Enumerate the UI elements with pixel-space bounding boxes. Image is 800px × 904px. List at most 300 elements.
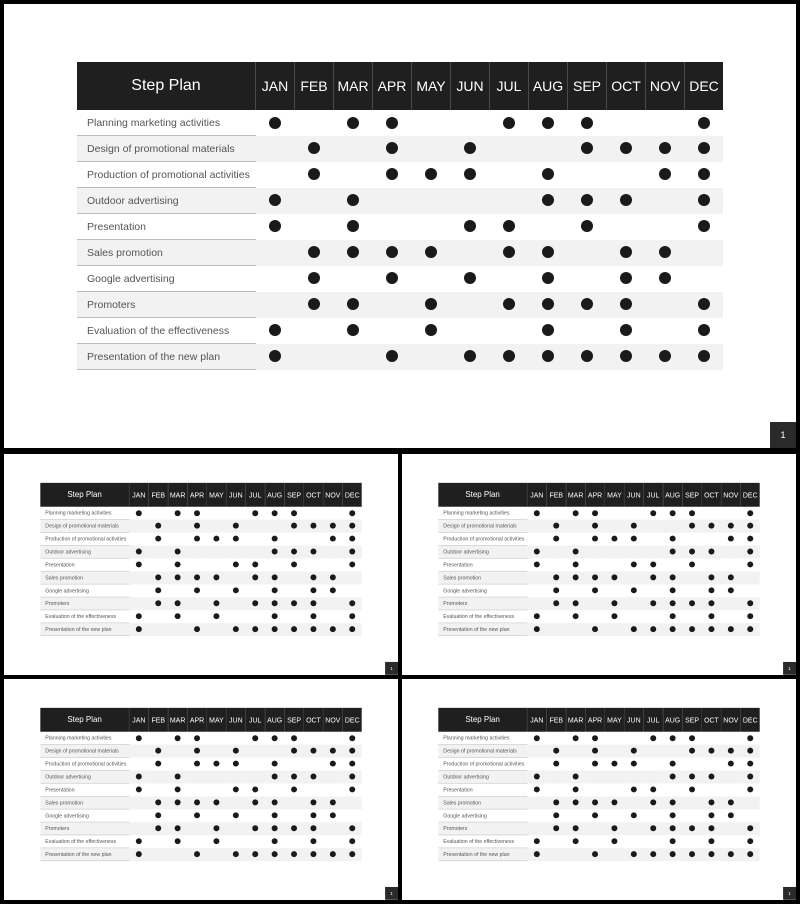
- scheduled-dot: [310, 626, 316, 632]
- month-header-jan: JAN: [129, 708, 148, 732]
- activity-label: Google advertising: [40, 584, 129, 597]
- month-header-jan: JAN: [527, 483, 546, 507]
- schedule-cell: [256, 162, 295, 188]
- schedule-cell: [702, 796, 721, 809]
- schedule-cell: [605, 507, 624, 520]
- scheduled-dot: [464, 350, 476, 362]
- schedule-cell: [323, 610, 342, 623]
- schedule-cell: [568, 188, 607, 214]
- scheduled-dot: [213, 838, 219, 844]
- scheduled-dot: [620, 324, 632, 336]
- scheduled-dot: [534, 626, 540, 632]
- schedule-cell: [721, 732, 740, 745]
- schedule-cell: [323, 558, 342, 571]
- schedule-cell: [566, 519, 585, 532]
- schedule-cell: [451, 110, 490, 136]
- schedule-cell: [323, 584, 342, 597]
- schedule-cell: [663, 507, 682, 520]
- table-row: [40, 783, 361, 796]
- schedule-cell: [168, 770, 187, 783]
- schedule-cell: [149, 532, 168, 545]
- scheduled-dot: [708, 825, 714, 831]
- schedule-cell: [685, 292, 724, 318]
- schedule-cell: [226, 757, 245, 770]
- schedule-cell: [721, 835, 740, 848]
- schedule-cell: [149, 757, 168, 770]
- slide-thumbnail-1[interactable]: [4, 454, 398, 675]
- schedule-cell: [607, 188, 646, 214]
- schedule-cell: [702, 848, 721, 861]
- schedule-cell: [646, 136, 685, 162]
- schedule-cell: [527, 584, 546, 597]
- schedule-cell: [644, 835, 663, 848]
- schedule-cell: [295, 292, 334, 318]
- schedule-cell: [373, 318, 412, 344]
- activity-label: Google advertising: [77, 266, 256, 292]
- scheduled-dot: [689, 600, 695, 606]
- schedule-cell: [246, 532, 265, 545]
- schedule-cell: [646, 162, 685, 188]
- schedule-cell: [605, 732, 624, 745]
- scheduled-dot: [631, 812, 637, 818]
- month-header-nov: NOV: [323, 483, 342, 507]
- schedule-cell: [187, 571, 206, 584]
- scheduled-dot: [272, 613, 278, 619]
- schedule-cell: [168, 597, 187, 610]
- table-row: [77, 188, 723, 214]
- schedule-cell: [566, 623, 585, 636]
- schedule-cell: [451, 240, 490, 266]
- scheduled-dot: [659, 350, 671, 362]
- schedule-cell: [304, 545, 323, 558]
- schedule-cell: [682, 770, 701, 783]
- schedule-cell: [295, 344, 334, 370]
- month-header-sep: SEP: [682, 708, 701, 732]
- activity-label: Promoters: [40, 822, 129, 835]
- scheduled-dot: [349, 600, 355, 606]
- activity-label: Outdoor advertising: [40, 770, 129, 783]
- month-header-may: MAY: [207, 708, 226, 732]
- month-header-apr: APR: [187, 708, 206, 732]
- schedule-cell: [566, 732, 585, 745]
- schedule-cell: [566, 835, 585, 848]
- schedule-cell: [226, 558, 245, 571]
- schedule-cell: [323, 770, 342, 783]
- schedule-cell: [168, 545, 187, 558]
- schedule-cell: [721, 584, 740, 597]
- scheduled-dot: [708, 774, 714, 780]
- schedule-cell: [265, 783, 284, 796]
- scheduled-dot: [503, 117, 515, 129]
- scheduled-dot: [155, 748, 161, 754]
- scheduled-dot: [308, 298, 320, 310]
- table-row: [77, 344, 723, 370]
- schedule-cell: [702, 610, 721, 623]
- table-row: [40, 848, 361, 861]
- schedule-cell: [334, 344, 373, 370]
- scheduled-dot: [310, 575, 316, 581]
- schedule-cell: [682, 744, 701, 757]
- scheduled-dot: [670, 587, 676, 593]
- scheduled-dot: [728, 800, 734, 806]
- table-row: [77, 136, 723, 162]
- slide-thumbnail-4[interactable]: [402, 679, 796, 900]
- scheduled-dot: [650, 575, 656, 581]
- schedule-cell: [624, 770, 643, 783]
- schedule-cell: [585, 558, 604, 571]
- scheduled-dot: [631, 761, 637, 767]
- scheduled-dot: [542, 350, 554, 362]
- schedule-cell: [721, 532, 740, 545]
- scheduled-dot: [155, 587, 161, 593]
- scheduled-dot: [136, 510, 142, 516]
- schedule-cell: [682, 597, 701, 610]
- scheduled-dot: [581, 194, 593, 206]
- schedule-cell: [187, 809, 206, 822]
- schedule-cell: [168, 610, 187, 623]
- schedule-cell: [585, 623, 604, 636]
- scheduled-dot: [503, 350, 515, 362]
- schedule-cell: [129, 796, 148, 809]
- scheduled-dot: [592, 523, 598, 529]
- schedule-cell: [527, 558, 546, 571]
- schedule-cell: [129, 835, 148, 848]
- schedule-cell: [207, 519, 226, 532]
- schedule-cell: [265, 770, 284, 783]
- schedule-cell: [527, 796, 546, 809]
- slide-thumbnail-2[interactable]: [402, 454, 796, 675]
- schedule-cell: [373, 188, 412, 214]
- activity-label: Evaluation of the effectiveness: [77, 318, 256, 344]
- schedule-cell: [547, 507, 566, 520]
- activity-label: Production of promotional activities: [40, 532, 129, 545]
- scheduled-dot: [349, 787, 355, 793]
- table-row: [438, 732, 759, 745]
- table-row: [40, 744, 361, 757]
- schedule-cell: [527, 848, 546, 861]
- scheduled-dot: [308, 246, 320, 258]
- scheduled-dot: [747, 787, 753, 793]
- step-plan-table: [40, 483, 361, 636]
- schedule-cell: [265, 848, 284, 861]
- activity-label: Presentation: [40, 783, 129, 796]
- schedule-cell: [149, 571, 168, 584]
- scheduled-dot: [728, 761, 734, 767]
- schedule-cell: [568, 240, 607, 266]
- scheduled-dot: [708, 587, 714, 593]
- scheduled-dot: [175, 510, 181, 516]
- schedule-cell: [624, 822, 643, 835]
- schedule-cell: [149, 610, 168, 623]
- month-header-oct: OCT: [607, 62, 646, 110]
- schedule-cell: [663, 623, 682, 636]
- scheduled-dot: [425, 246, 437, 258]
- scheduled-dot: [291, 748, 297, 754]
- schedule-cell: [187, 848, 206, 861]
- scheduled-dot: [631, 562, 637, 568]
- scheduled-dot: [670, 575, 676, 581]
- schedule-cell: [284, 571, 303, 584]
- activity-label: Google advertising: [40, 809, 129, 822]
- scheduled-dot: [689, 510, 695, 516]
- schedule-cell: [168, 835, 187, 848]
- schedule-cell: [187, 770, 206, 783]
- scheduled-dot: [269, 117, 281, 129]
- schedule-cell: [646, 214, 685, 240]
- schedule-cell: [265, 584, 284, 597]
- scheduled-dot: [708, 575, 714, 581]
- scheduled-dot: [670, 510, 676, 516]
- schedule-cell: [663, 809, 682, 822]
- schedule-cell: [741, 757, 760, 770]
- scheduled-dot: [553, 600, 559, 606]
- activity-label: Google advertising: [438, 584, 527, 597]
- scheduled-dot: [194, 735, 200, 741]
- table-row: [40, 584, 361, 597]
- scheduled-dot: [291, 851, 297, 857]
- schedule-cell: [168, 783, 187, 796]
- scheduled-dot: [503, 298, 515, 310]
- schedule-cell: [663, 757, 682, 770]
- scheduled-dot: [347, 117, 359, 129]
- scheduled-dot: [349, 838, 355, 844]
- schedule-cell: [207, 783, 226, 796]
- schedule-cell: [663, 545, 682, 558]
- schedule-cell: [644, 796, 663, 809]
- scheduled-dot: [175, 562, 181, 568]
- schedule-cell: [547, 532, 566, 545]
- table-row: [40, 770, 361, 783]
- schedule-cell: [547, 757, 566, 770]
- schedule-cell: [702, 757, 721, 770]
- schedule-cell: [207, 732, 226, 745]
- scheduled-dot: [592, 812, 598, 818]
- schedule-cell: [343, 822, 362, 835]
- scheduled-dot: [272, 812, 278, 818]
- schedule-cell: [663, 571, 682, 584]
- schedule-cell: [741, 507, 760, 520]
- schedule-cell: [547, 770, 566, 783]
- main-slide[interactable]: [4, 4, 796, 448]
- scheduled-dot: [553, 536, 559, 542]
- schedule-cell: [547, 809, 566, 822]
- activity-label: Presentation: [77, 214, 256, 240]
- schedule-cell: [149, 835, 168, 848]
- schedule-cell: [741, 783, 760, 796]
- month-header-sep: SEP: [284, 708, 303, 732]
- schedule-cell: [644, 732, 663, 745]
- table-row: [40, 558, 361, 571]
- table-row: [77, 318, 723, 344]
- schedule-cell: [129, 584, 148, 597]
- schedule-cell: [284, 770, 303, 783]
- scheduled-dot: [689, 748, 695, 754]
- schedule-cell: [529, 292, 568, 318]
- scheduled-dot: [670, 735, 676, 741]
- thumbnail-slide: [4, 679, 398, 900]
- schedule-cell: [490, 214, 529, 240]
- table-row: [40, 532, 361, 545]
- month-header-apr: APR: [373, 62, 412, 110]
- scheduled-dot: [534, 510, 540, 516]
- scheduled-dot: [194, 575, 200, 581]
- scheduled-dot: [330, 587, 336, 593]
- schedule-cell: [682, 584, 701, 597]
- schedule-cell: [168, 732, 187, 745]
- schedule-cell: [226, 610, 245, 623]
- schedule-cell: [284, 848, 303, 861]
- schedule-cell: [246, 519, 265, 532]
- scheduled-dot: [747, 562, 753, 568]
- schedule-cell: [566, 584, 585, 597]
- schedule-cell: [490, 136, 529, 162]
- schedule-cell: [129, 848, 148, 861]
- schedule-cell: [246, 584, 265, 597]
- schedule-cell: [304, 532, 323, 545]
- month-header-nov: NOV: [323, 708, 342, 732]
- schedule-cell: [256, 188, 295, 214]
- scheduled-dot: [747, 838, 753, 844]
- schedule-cell: [585, 732, 604, 745]
- schedule-cell: [741, 770, 760, 783]
- schedule-cell: [265, 744, 284, 757]
- schedule-cell: [343, 783, 362, 796]
- schedule-cell: [585, 519, 604, 532]
- schedule-cell: [607, 240, 646, 266]
- schedule-cell: [663, 822, 682, 835]
- schedule-cell: [682, 835, 701, 848]
- activity-label: Sales promotion: [438, 796, 527, 809]
- scheduled-dot: [708, 800, 714, 806]
- scheduled-dot: [136, 735, 142, 741]
- scheduled-dot: [689, 523, 695, 529]
- scheduled-dot: [464, 168, 476, 180]
- schedule-cell: [721, 623, 740, 636]
- schedule-cell: [226, 532, 245, 545]
- schedule-cell: [547, 732, 566, 745]
- schedule-cell: [527, 610, 546, 623]
- schedule-cell: [265, 835, 284, 848]
- scheduled-dot: [620, 246, 632, 258]
- schedule-cell: [451, 344, 490, 370]
- scheduled-dot: [233, 562, 239, 568]
- scheduled-dot: [425, 324, 437, 336]
- schedule-cell: [323, 848, 342, 861]
- schedule-cell: [149, 809, 168, 822]
- scheduled-dot: [573, 510, 579, 516]
- scheduled-dot: [213, 761, 219, 767]
- schedule-cell: [129, 783, 148, 796]
- schedule-cell: [644, 623, 663, 636]
- scheduled-dot: [611, 761, 617, 767]
- schedule-cell: [607, 214, 646, 240]
- schedule-cell: [246, 545, 265, 558]
- schedule-cell: [741, 796, 760, 809]
- scheduled-dot: [155, 825, 161, 831]
- table-header-row: [40, 708, 361, 732]
- scheduled-dot: [155, 800, 161, 806]
- scheduled-dot: [689, 774, 695, 780]
- table-row: [438, 809, 759, 822]
- table-row: [77, 266, 723, 292]
- schedule-cell: [207, 835, 226, 848]
- schedule-cell: [663, 558, 682, 571]
- schedule-cell: [265, 545, 284, 558]
- schedule-cell: [265, 822, 284, 835]
- schedule-cell: [607, 162, 646, 188]
- schedule-cell: [566, 757, 585, 770]
- scheduled-dot: [194, 536, 200, 542]
- scheduled-dot: [310, 748, 316, 754]
- table-header-row: [438, 483, 759, 507]
- schedule-cell: [624, 796, 643, 809]
- schedule-cell: [343, 835, 362, 848]
- table-row: [438, 519, 759, 532]
- schedule-cell: [644, 558, 663, 571]
- schedule-cell: [451, 266, 490, 292]
- schedule-cell: [624, 744, 643, 757]
- schedule-cell: [256, 214, 295, 240]
- schedule-cell: [187, 558, 206, 571]
- schedule-cell: [566, 822, 585, 835]
- schedule-cell: [343, 597, 362, 610]
- step-plan-table: [438, 708, 759, 861]
- table-row: [77, 110, 723, 136]
- month-header-nov: NOV: [721, 708, 740, 732]
- scheduled-dot: [252, 575, 258, 581]
- schedule-cell: [256, 318, 295, 344]
- table-row: [40, 732, 361, 745]
- schedule-cell: [149, 848, 168, 861]
- schedule-cell: [265, 732, 284, 745]
- schedule-cell: [605, 770, 624, 783]
- schedule-cell: [644, 545, 663, 558]
- scheduled-dot: [581, 117, 593, 129]
- schedule-cell: [168, 744, 187, 757]
- schedule-cell: [624, 848, 643, 861]
- schedule-cell: [568, 162, 607, 188]
- schedule-cell: [566, 558, 585, 571]
- scheduled-dot: [272, 536, 278, 542]
- slide-thumbnail-3[interactable]: [4, 679, 398, 900]
- schedule-cell: [187, 584, 206, 597]
- schedule-cell: [343, 623, 362, 636]
- scheduled-dot: [175, 600, 181, 606]
- schedule-cell: [527, 507, 546, 520]
- schedule-cell: [741, 597, 760, 610]
- schedule-cell: [527, 732, 546, 745]
- scheduled-dot: [252, 735, 258, 741]
- scheduled-dot: [136, 838, 142, 844]
- scheduled-dot: [573, 562, 579, 568]
- table-row: [438, 822, 759, 835]
- schedule-cell: [741, 558, 760, 571]
- schedule-cell: [547, 584, 566, 597]
- scheduled-dot: [592, 510, 598, 516]
- schedule-cell: [605, 822, 624, 835]
- month-header-may: MAY: [605, 708, 624, 732]
- month-header-mar: MAR: [168, 483, 187, 507]
- activity-label: Evaluation of the effectiveness: [438, 835, 527, 848]
- scheduled-dot: [747, 761, 753, 767]
- scheduled-dot: [252, 562, 258, 568]
- scheduled-dot: [308, 142, 320, 154]
- scheduled-dot: [252, 510, 258, 516]
- schedule-cell: [207, 610, 226, 623]
- schedule-cell: [304, 770, 323, 783]
- scheduled-dot: [650, 800, 656, 806]
- activity-label: Design of promotional materials: [40, 519, 129, 532]
